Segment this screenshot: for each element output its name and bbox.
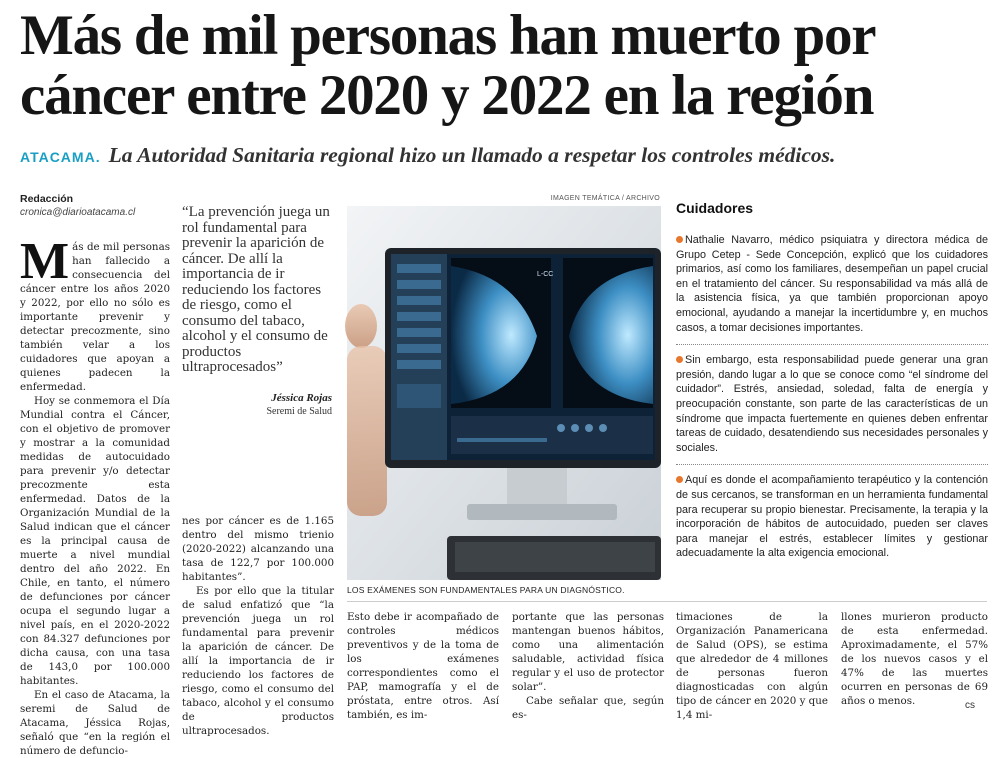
column2-paragraph-2: Es por ello que la titular de salud enfatizó que “la prevención juega un rol fundamental para prevenir la aparición de cáncer. De allí la importancia de ir reduciendo los factores de riesgo, como el consumo del tabaco, alcohol y el consumo de productos ultraprocesados. xyxy=(182,585,334,737)
author-email: cronica@diarioatacama.cl xyxy=(20,207,136,218)
article-column-2 xyxy=(182,514,334,738)
sidebar-item xyxy=(676,353,988,455)
article-column-3 xyxy=(347,610,499,722)
column1-paragraph-2: Hoy se conmemora el Día Mundial contra el Cáncer, con el objetivo de promover y mostrar a la comunidad medidas de autocuidado para prevenir y/o detectar precozmente esta enfermedad. Datos de la Organización Mundial de la Salud indican que el cáncer es la principal causa de muerte a nivel mundial dentro del año 2022. En Chile, en tanto, el número de defunciones por cáncer ocupa el segundo lugar a nivel país, en el 2020-2022 con 84.327 defunciones por dicha causa, con una tasa de 143,0 por 100.000 habitantes. xyxy=(20,395,170,687)
mammography-photo xyxy=(347,206,661,580)
bullet-icon xyxy=(676,476,683,483)
mammography-monitor-illustration xyxy=(347,206,661,580)
divider xyxy=(347,601,987,602)
quote-author: Jéssica Rojas xyxy=(271,392,332,404)
bullet-icon xyxy=(676,236,683,243)
location-tag: ATACAMA. xyxy=(20,149,101,165)
column4-paragraph-1: portante que las personas mantengan buenos hábitos, como una alimentación saludable, actividad física regular y el uso de protector solar”. xyxy=(512,611,664,693)
divider xyxy=(676,464,988,465)
author-name: Redacción xyxy=(20,193,74,205)
photo-caption: LOS EXÁMENES SON FUNDAMENTALES PARA UN DIAGNÓSTICO. xyxy=(347,585,625,595)
byline xyxy=(20,193,170,218)
column2-paragraph-1: nes por cáncer es de 1.165 dentro del mismo trienio (2020-2022) alcanzando una tasa de 122,7 por 100.000 habitantes”. xyxy=(182,515,334,583)
headline-line-1: Más de mil personas han muerto por xyxy=(20,4,876,67)
subheadline xyxy=(20,143,980,168)
sidebar-item xyxy=(676,473,988,561)
pull-quote: “La prevención juega un rol fundamental para prevenir la aparición de cáncer. De allí la importancia de ir reduciendo los factores de riesgo, como el consumo del tabaco, alcohol y el consumo de productos ultraprocesados” xyxy=(182,204,330,375)
quote-author-role: Seremi de Salud xyxy=(266,406,332,417)
headline xyxy=(20,6,980,126)
article-column-1 xyxy=(20,233,170,758)
sidebar-item-text: Sin embargo, esta responsabilidad puede generar una gran presión, dando lugar a lo que se conoce como “el síndrome del cuidador”. Estrés, ansiedad, soledad, falta de energía y preocupación constante, son parte de las características de un síndrome que impacta fuertemente en quienes deben enfrentar tareas de cuidado, desatendiendo sus necesidades personales y sociales. xyxy=(676,354,988,454)
sidebar-box xyxy=(676,200,988,570)
sidebar-item xyxy=(676,233,988,335)
deck: La Autoridad Sanitaria regional hizo un llamado a respetar los controles médicos. xyxy=(108,143,836,167)
column1-paragraph-1: ás de mil personas han fallecido a consecuencia del cáncer entre los años 2020 y 2022, por ello no sólo es importante prevenir y detectar precozmente, sino también velar a los cuidadores que apoyan a quienes padecen la enfermedad. xyxy=(20,241,170,393)
article-column-5 xyxy=(676,610,828,722)
article-column-4 xyxy=(512,610,664,722)
photo-credit: IMAGEN TEMÁTICA / ARCHIVO xyxy=(550,195,660,202)
column5-paragraph-1: timaciones de la Organización Panamericana de Salud (OPS), se estima que alrededor de 4 millones de personas fueron diagnosticadas con algún tipo de cáncer en 2020 y que 1,4 mi- xyxy=(676,611,828,721)
screen-label: L-CC xyxy=(537,271,554,278)
column6-paragraph-1: llones murieron producto de esta enfermedad. Aproximadamente, el 57% de los nuevos casos y el 47% de las muertes ocurren en personas de 69 años o menos. xyxy=(841,611,988,707)
sidebar-title: Cuidadores xyxy=(676,200,754,216)
dropcap: M xyxy=(20,233,70,290)
column1-paragraph-3: En el caso de Atacama, la seremi de Salud de Atacama, Jéssica Rojas, señaló que “en la región el número de defuncio- xyxy=(20,689,170,757)
column3-paragraph-1: Esto debe ir acompañado de controles médicos preventivos y de la toma de los exámenes correspondientes como el PAP, mamografía y el de próstata, entre otros. Así también, es im- xyxy=(347,611,499,721)
end-mark-icon: cs xyxy=(965,700,975,711)
article-column-6 xyxy=(841,610,988,708)
sidebar-item-text: Nathalie Navarro, médico psiquiatra y directora médica de Grupo Cetep - Sede Concepción, explicó que los cuidadores primarios, así como los familiares, desempeñan un papel crucial en el tratamiento del cáncer. Su responsabilidad va más allá de la asistencia física, ya que también proporcionan apoyo emocional, ayudando a manejar la incertidumbre y, en muchos casos, a tomar decisiones importantes. xyxy=(676,234,988,334)
column4-paragraph-2: Cabe señalar que, según es- xyxy=(512,695,664,721)
headline-line-2: cáncer entre 2020 y 2022 en la región xyxy=(20,64,874,127)
bullet-icon xyxy=(676,356,683,363)
divider xyxy=(676,344,988,345)
sidebar-item-text: Aquí es donde el acompañamiento terapéutico y la contención de sus cercanos, se transforman en un herramienta fundamental para recuperar su propio bienestar. Precisamente, la terapia y la incorporación de hábitos de autocuidado, pueden ser claves para manejar el estrés, establecer límites y gestionar adecuadamente la alta exigencia emocional. xyxy=(676,474,988,560)
